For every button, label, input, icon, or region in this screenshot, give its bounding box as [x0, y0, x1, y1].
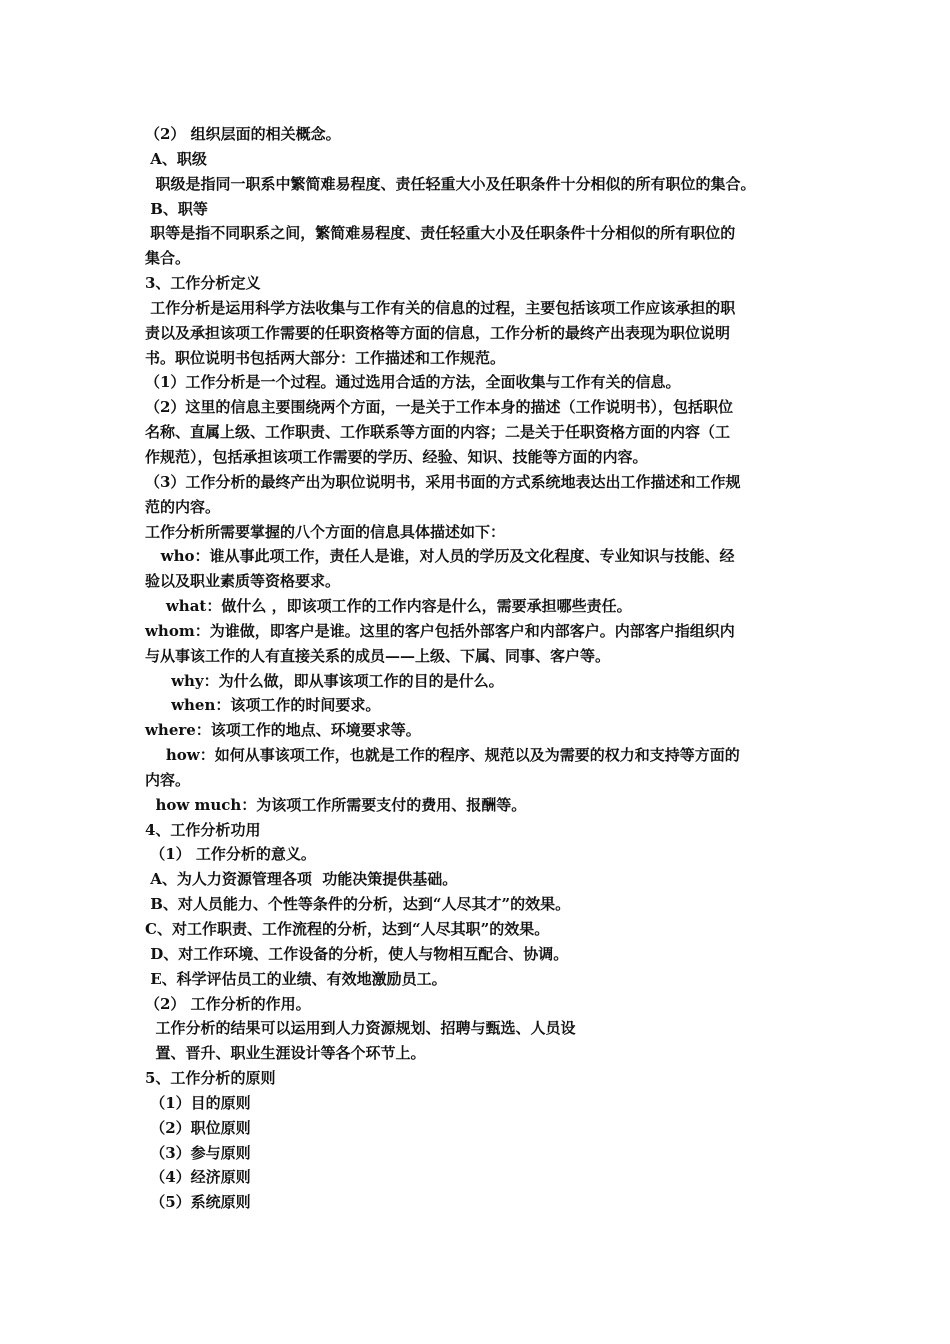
- text-line: 职级是指同一职系中繁简难易程度、责任轻重大小及任职条件十分相似的所有职位的集合。: [145, 174, 756, 193]
- text-line: 置、晋升、职业生涯设计等各个环节上。: [145, 1044, 426, 1063]
- text-line: 范的内容。: [145, 497, 221, 516]
- section-heading: 3、工作分析定义: [145, 274, 261, 293]
- text-line: （1） 工作分析的意义。: [145, 845, 316, 864]
- text-line: who：谁从事此项工作，责任人是谁，对人员的学历及文化程度、专业知识与技能、经: [145, 547, 735, 566]
- text-line: A、为人力资源管理各项 功能决策提供基础。: [145, 870, 458, 889]
- list-item: （4）经济原则: [145, 1168, 251, 1187]
- text-line: 工作分析的结果可以运用到人力资源规划、招聘与甄选、人员设: [145, 1019, 576, 1038]
- text-line: （2）这里的信息主要围绕两个方面，一是关于工作本身的描述（工作说明书），包括职位: [145, 398, 733, 417]
- text-line: 责以及承担该项工作需要的任职资格等方面的信息，工作分析的最终产出表现为职位说明: [145, 323, 731, 342]
- text-line: 工作分析所需要掌握的八个方面的信息具体描述如下：: [145, 522, 506, 541]
- text-line: E、科学评估员工的业绩、有效地激励员工。: [145, 969, 447, 988]
- text-line: 内容。: [145, 770, 191, 789]
- section-heading: 5、工作分析的原则: [145, 1069, 276, 1088]
- text-line: what：做什么 ，即该项工作的工作内容是什么，需要承担哪些责任。: [145, 597, 632, 616]
- text-line: 职等是指不同职系之间，繁简难易程度、责任轻重大小及任职条件十分相似的所有职位的: [145, 224, 736, 243]
- text-line: 工作分析是运用科学方法收集与工作有关的信息的过程，主要包括该项工作应该承担的职: [145, 298, 736, 317]
- list-item: （5）系统原则: [145, 1193, 251, 1212]
- text-line: （2） 工作分析的作用。: [145, 994, 311, 1013]
- text-line: （1）工作分析是一个过程。通过选用合适的方法，全面收集与工作有关的信息。: [145, 373, 681, 392]
- list-item: （3）参与原则: [145, 1143, 251, 1162]
- list-item: （2）职位原则: [145, 1118, 251, 1137]
- text-line: 名称、直属上级、工作职责、工作联系等方面的内容；二是关于任职资格方面的内容（工: [145, 423, 731, 442]
- text-line: C、对工作职责、工作流程的分析，达到“人尽其职”的效果。: [145, 920, 550, 938]
- text-line: D、对工作环境、工作设备的分析，使人与物相互配合、协调。: [145, 944, 569, 963]
- text-line: 集合。: [145, 249, 191, 268]
- text-line: B、职等: [145, 199, 208, 218]
- text-line: 作规范），包括承担该项工作需要的学历、经验、知识、技能等方面的内容。: [145, 447, 648, 466]
- text-line: 书。职位说明书包括两大部分：工作描述和工作规范。: [145, 348, 506, 367]
- text-line: 与从事该工作的人有直接关系的成员——上级、下属、同事、客户等。: [145, 646, 611, 665]
- text-line: （2） 组织层面的相关概念。: [145, 125, 341, 143]
- document-body: [145, 122, 825, 1215]
- text-line: （3）工作分析的最终产出为职位说明书，采用书面的方式系统地表达出工作描述和工作规: [145, 472, 741, 491]
- text-line: how much：为该项工作所需要支付的费用、报酬等。: [145, 795, 527, 814]
- section-heading: 4、工作分析功用: [145, 820, 261, 839]
- list-item: （1）目的原则: [145, 1093, 251, 1112]
- text-line: how：如何从事该项工作，也就是工作的程序、规范以及为需要的权力和支持等方面的: [145, 746, 740, 765]
- text-line: why：为什么做，即从事该项工作的目的是什么。: [145, 671, 504, 690]
- text-line: when：该项工作的时间要求。: [145, 696, 381, 715]
- text-line: 验以及职业素质等资格要求。: [145, 572, 341, 591]
- text-line: whom：为谁做，即客户是谁。这里的客户包括外部客户和内部客户。内部客户指组织内: [145, 621, 735, 640]
- text-line: where：该项工作的地点、环境要求等。: [145, 721, 421, 740]
- text-line: A、职级: [145, 149, 207, 168]
- text-line: B、对人员能力、个性等条件的分析，达到“人尽其才”的效果。: [145, 895, 571, 914]
